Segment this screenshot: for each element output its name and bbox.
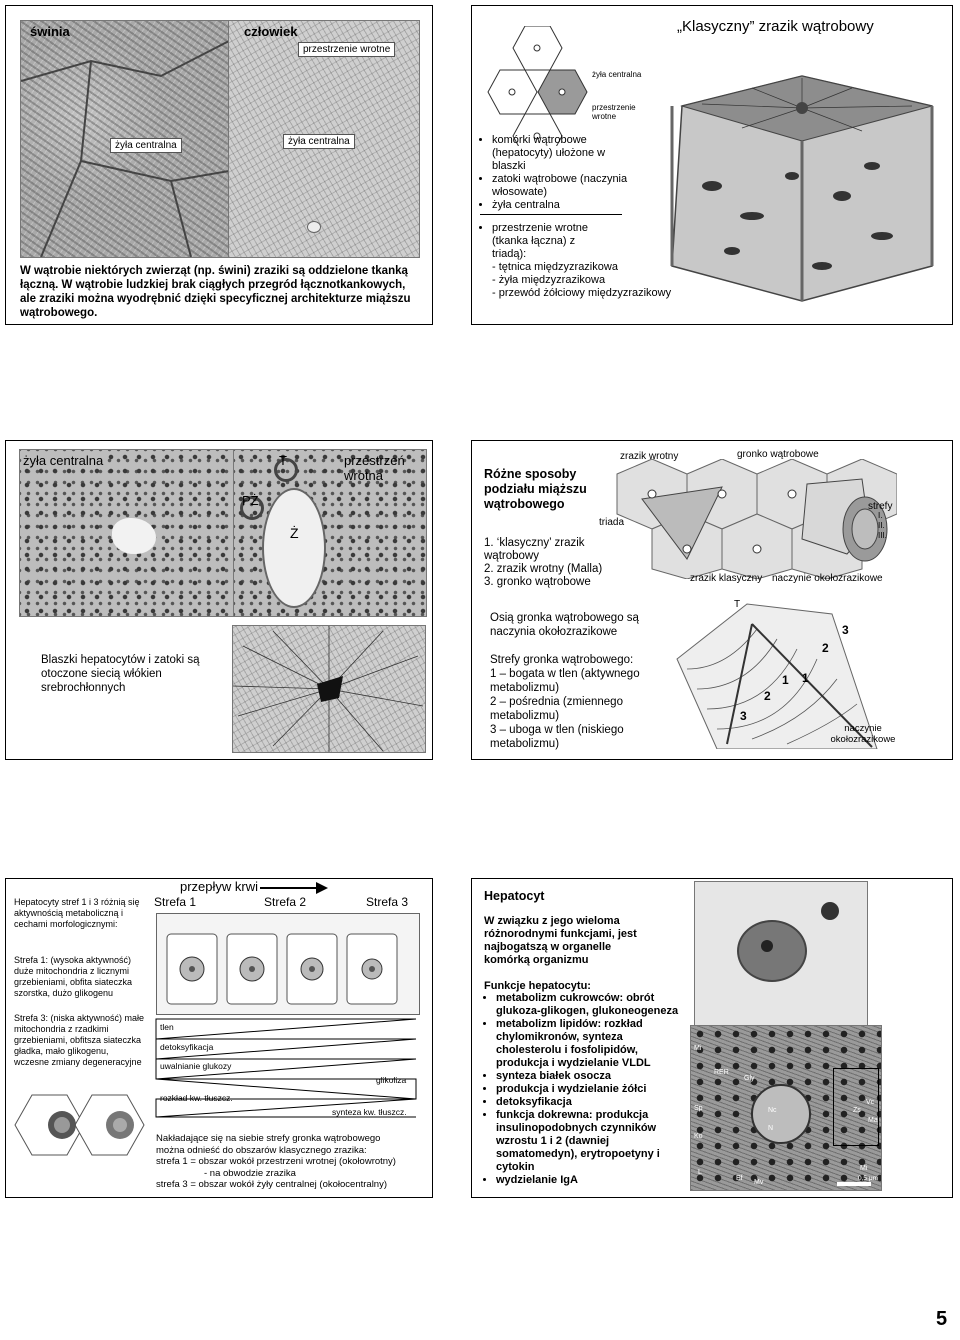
- slide-pig-human-liver: [5, 5, 433, 325]
- zone-ii: II.: [878, 521, 885, 530]
- divider-line: [480, 214, 622, 215]
- strefa3-label: Strefa 3: [366, 895, 409, 909]
- label-zyla-centralna-pig: żyła centralna: [110, 138, 182, 153]
- fig-num-2b: 2: [764, 689, 771, 703]
- fig-t: T: [734, 599, 741, 610]
- page-number: 5: [936, 1308, 948, 1330]
- strefa1-label: Strefa 1: [154, 895, 197, 909]
- grad-rozklad: rozkład kw. tłuszcz.: [160, 1093, 233, 1103]
- em-label-ko: Ko: [694, 1133, 703, 1140]
- label-z: Ż: [290, 525, 299, 541]
- zone1-text: Strefa 1: (wysoka aktywność) duże mitochondria z licznymi grzebieniami, obfita siateczka szorstka, dużo glikogenu: [14, 955, 133, 998]
- list-klasyczny: 1. ‘klasyczny’ zrazik wątrobowy: [484, 537, 585, 562]
- reticular-fiber-micrograph: [232, 625, 426, 753]
- label-pz: PŻ: [242, 493, 259, 508]
- label-triada: triada: [599, 517, 625, 528]
- intro-text: Hepatocyty stref 1 i 3 różnią się aktywnością metaboliczną i cechami morfologicznymi:: [14, 897, 140, 929]
- note-line-3: strefa 1 = obszar wokół przestrzeni wrotnej (okołowrotny): [156, 1156, 396, 1167]
- portal-space-block: [480, 222, 710, 300]
- label-strefy: strefy: [868, 501, 893, 512]
- hexagon-division-diagram: [607, 459, 897, 579]
- label-t: T: [279, 453, 287, 468]
- list-wrotny: 2. zrazik wrotny (Malla): [484, 563, 603, 575]
- em-label-mv: Mv: [754, 1179, 764, 1186]
- caption-septa: W wątrobie niektórych zwierząt (np. świni) zraziki są oddzielone tkanką łączną. W wątrobie ludzkiej brak ciągłych przegród łącznotkankowych, ale zraziki można wyodrębnić dzięki specyficznej architekturze miąższu wątrobowego.: [20, 265, 411, 319]
- label-zyla-centralna-human: żyła centralna: [283, 134, 355, 149]
- reticular-caption: Blaszki hepatocytów i zatoki są otoczone siecią włókien srebrochłonnych: [41, 654, 200, 694]
- function-iga: • wydzielanie IgA: [496, 1174, 689, 1187]
- label-gronko: gronko wątrobowe: [737, 449, 819, 460]
- axis-text: Osią gronka wątrobowego są naczynia okołozrazikowe: [490, 612, 639, 638]
- portal-bullet: • przestrzenie wrotne (tkanka łączna) z triadą):: [492, 222, 602, 261]
- acinus-zone-diagram: [12, 1085, 147, 1165]
- function-detoks: • detoksyfikacja: [496, 1096, 689, 1109]
- label-zyla-histo: żyła centralna: [23, 453, 104, 468]
- label-przestrzenie-diagram: przestrzenie wrotne: [592, 103, 636, 121]
- zone-2: 2 – pośrednia (zmiennego metabolizmu): [490, 696, 623, 722]
- flow-label: przepływ krwi: [180, 879, 259, 894]
- em-label-mi-2: Mi: [860, 1165, 868, 1172]
- slide2-title: „Klasyczny” zrazik wątrobowy: [677, 18, 874, 35]
- grad-detoks: detoksyfikacja: [160, 1042, 214, 1052]
- grad-tlen: tlen: [160, 1022, 174, 1032]
- slide-classic-lobule: [471, 5, 953, 325]
- hexagon-lobule-diagram: [480, 26, 610, 146]
- functions-list: [484, 992, 689, 1187]
- strefa2-label: Strefa 2: [264, 895, 307, 909]
- division-list: [484, 537, 614, 589]
- hepatocyte-drawing: [694, 881, 868, 1027]
- function-dokrewna: • funkcja dokrewna: produkcja insulinopodobnych czynników wzrostu 1 i 2 (dawniej somatomedyn), erytropoetyny i cytokin: [496, 1109, 689, 1174]
- zone-1: 1 – bogata w tlen (aktywnego metabolizmu): [490, 668, 640, 694]
- grad-glikoliza: glikoliza: [376, 1075, 407, 1085]
- bullet-zatoki: • zatoki wątrobowe (naczynia włosowate): [492, 173, 640, 199]
- note-line-2: można odnieść do obszarów klasycznego zrazika:: [156, 1144, 367, 1156]
- hepatocyte-row: [156, 913, 420, 1015]
- em-label-zs: Zs: [853, 1107, 861, 1114]
- em-label-ma: Ma: [868, 1117, 878, 1124]
- lobule-bullets: [480, 134, 640, 212]
- fig-num-3b: 3: [740, 709, 747, 723]
- em-label-l: L: [698, 1169, 702, 1176]
- nucleolus-drawing: [761, 940, 773, 952]
- bullet-zyla: • żyła centralna: [492, 199, 640, 212]
- zone-3: 3 – uboga w tlen (niskiego metabolizmu): [490, 724, 624, 750]
- label-naczynie: naczynie okołozrazikowe: [772, 573, 883, 584]
- zone-labels: [878, 511, 887, 541]
- note-line-1: Nakładające się na siebie strefy gronka wątrobowego: [156, 1133, 381, 1144]
- em-label-rer: RER: [714, 1069, 729, 1076]
- fig-num-1a: 1: [802, 671, 809, 685]
- portal-item-tetnica: - tętnica międzyzrazikowa: [492, 261, 618, 273]
- list-gronko: 3. gronko wątrobowe: [484, 576, 591, 588]
- zone-iii: III.: [878, 531, 887, 540]
- em-nucleus: [751, 1084, 811, 1144]
- em-label-sp: Sp: [694, 1105, 703, 1112]
- em-label-ef: Ef: [736, 1175, 743, 1182]
- em-label-nc: Nc: [768, 1107, 777, 1114]
- label-swinia: świnia: [30, 24, 70, 39]
- slide-zones-metabolism: [5, 878, 433, 1198]
- zones-block: [490, 653, 650, 751]
- slide-histology: [5, 440, 433, 760]
- em-label-scale: 0,5 μm: [858, 1175, 879, 1182]
- em-label-vc: Vc: [866, 1099, 875, 1106]
- note-line-4: - na obwodzie zrazika: [204, 1167, 296, 1179]
- slide6-title: Hepatocyt: [484, 889, 545, 903]
- function-lipidy: • metabolizm lipidów: rozkład chylomikronów, synteza cholesterolu i fosfolipidów, produkcja i wydzielanie VLDL: [496, 1018, 689, 1070]
- flow-arrow: [260, 881, 330, 895]
- function-cukrowce: • metabolizm cukrowców: obrót glukoza-glikogen, glukoneogeneza: [496, 992, 689, 1018]
- em-label-gly: Gly: [744, 1075, 755, 1082]
- grad-glukoza: uwalnianie glukozy: [160, 1061, 232, 1071]
- label-zyla-diagram: żyła centralna: [592, 70, 642, 79]
- function-zolc: • produkcja i wydzielanie żółci: [496, 1083, 689, 1096]
- portal-item-zyla: - żyła międzyzrazikowa: [492, 274, 606, 286]
- central-vein-lumen: [112, 518, 156, 554]
- label-przestrzenie-wrotne: przestrzenie wrotne: [298, 42, 395, 57]
- fig-num-3a: 3: [842, 623, 849, 637]
- fig-num-2a: 2: [822, 641, 829, 655]
- slide4-title: Różne sposoby podziału miąższu wątrobowego: [484, 467, 587, 511]
- label-zrazik-klasyczny: zrazik klasyczny: [690, 573, 763, 584]
- slide-parenchyma-division: [471, 440, 953, 760]
- overlap-note: [156, 1133, 426, 1191]
- central-vein-micrograph: [19, 449, 235, 617]
- zones-title: Strefy gronka wątrobowego:: [490, 654, 634, 666]
- nucleus-drawing: [737, 920, 807, 982]
- portal-vein-lumen: [262, 488, 326, 608]
- zone-i: I.: [878, 511, 883, 520]
- slide-hepatocyte: [471, 878, 953, 1198]
- functions-title: Funkcje hepatocytu:: [484, 980, 591, 992]
- central-vein-spot: [307, 221, 321, 233]
- bullet-hepatocyty: • komórki wątrobowe (hepatocyty) ułożone w blaszki: [492, 134, 640, 173]
- glycogen-drawing: [821, 902, 839, 920]
- em-scale-bar: [837, 1182, 871, 1186]
- note-line-5: strefa 3 = obszar wokół żyły centralnej (okołocentralny): [156, 1179, 388, 1190]
- label-przestrzen-wrotna: przestrzeń wrotna: [344, 453, 405, 483]
- em-label-n: N: [768, 1125, 774, 1132]
- hepatocyte-intro: W związku z jego wieloma różnorodnymi funkcjami, jest najbogatszą w organelle komórką organizmu: [484, 915, 637, 966]
- zone3-text: Strefa 3: (niska aktywność) małe mitochondria z rzadkimi grzebieniami, obfitsza siateczka gładka, mało glikogenu, wczesne zmiany degeneracyjne: [14, 1013, 145, 1067]
- portal-item-przewod: - przewód żółciowy międzyzrazikowy: [492, 287, 672, 299]
- function-bialka: • synteza białek osocza: [496, 1070, 689, 1083]
- fig-num-1b: 1: [782, 673, 789, 687]
- label-zrazik-wrotny: zrazik wrotny: [620, 451, 679, 462]
- label-czlowiek: człowiek: [244, 24, 298, 39]
- label-naczynie-2: naczynie okołozrazikowe: [830, 723, 896, 745]
- grad-synteza: synteza kw. tłuszcz.: [332, 1107, 407, 1117]
- em-label-mi: Mi: [694, 1045, 702, 1052]
